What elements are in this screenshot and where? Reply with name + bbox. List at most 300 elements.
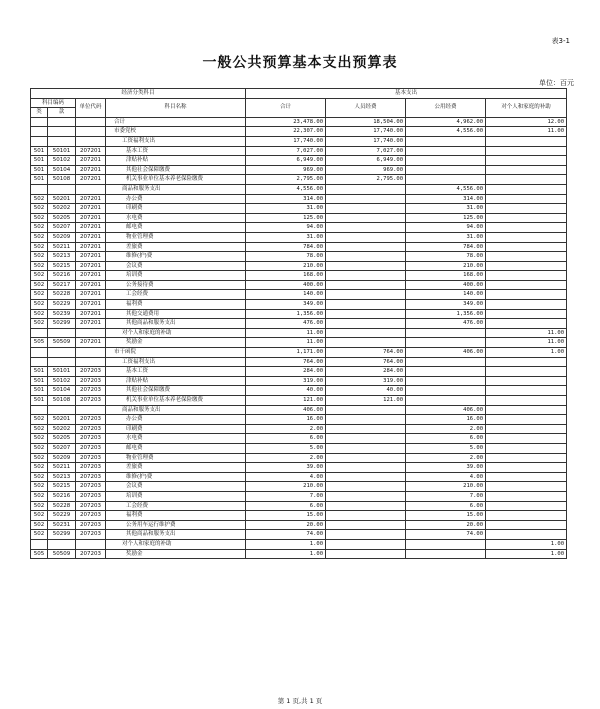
cell-subsidy: [486, 443, 567, 453]
cell-total: 6,949.00: [246, 156, 326, 166]
cell-subsidy: [486, 415, 567, 425]
table-row: [31, 348, 567, 358]
cell-unit-code: 207203: [76, 396, 106, 406]
cell-kuan: 50215: [48, 482, 76, 492]
cell-unit-code: 207203: [76, 386, 106, 396]
cell-total: 400.00: [246, 280, 326, 290]
cell-unit-code: [76, 127, 106, 137]
cell-total: 6.00: [246, 501, 326, 511]
cell-unit-code: [76, 136, 106, 146]
cell-unit-code: 207203: [76, 443, 106, 453]
table-row: [31, 319, 567, 329]
cell-subsidy: [486, 386, 567, 396]
cell-unit-code: [76, 348, 106, 358]
cell-total: 11.00: [246, 328, 326, 338]
cell-subsidy: 1.00: [486, 539, 567, 549]
cell-lei: [31, 357, 48, 367]
cell-personnel: 319.00: [326, 376, 406, 386]
cell-personnel: [326, 472, 406, 482]
cell-personnel: 17,740.00: [326, 127, 406, 137]
cell-personnel: [326, 491, 406, 501]
cell-lei: 502: [31, 300, 48, 310]
cell-kuan: 50108: [48, 396, 76, 406]
cell-personnel: [326, 501, 406, 511]
table-row: [31, 530, 567, 540]
cell-unit-code: 207203: [76, 434, 106, 444]
cell-total: 319.00: [246, 376, 326, 386]
cell-kuan: 50205: [48, 434, 76, 444]
cell-lei: 502: [31, 261, 48, 271]
cell-unit-code: 207203: [76, 376, 106, 386]
cell-kuan: 50207: [48, 443, 76, 453]
cell-personnel: 121.00: [326, 396, 406, 406]
cell-lei: [31, 328, 48, 338]
table-row: [31, 434, 567, 444]
cell-unit-code: 207203: [76, 511, 106, 521]
cell-lei: [31, 348, 48, 358]
cell-total: 121.00: [246, 396, 326, 406]
cell-personnel: 40.00: [326, 386, 406, 396]
cell-total: 349.00: [246, 300, 326, 310]
cell-lei: 502: [31, 453, 48, 463]
cell-public: 314.00: [406, 194, 486, 204]
cell-subsidy: [486, 501, 567, 511]
cell-subject-name: 其他商品和服务支出: [106, 530, 246, 540]
page-footer: 第 1 页,共 1 页: [277, 697, 323, 705]
cell-total: 16.00: [246, 415, 326, 425]
cell-unit-code: 207201: [76, 261, 106, 271]
cell-lei: [31, 405, 48, 415]
cell-lei: [31, 184, 48, 194]
cell-kuan: 50228: [48, 290, 76, 300]
cell-kuan: 50213: [48, 252, 76, 262]
cell-total: 140.00: [246, 290, 326, 300]
cell-public: 4,556.00: [406, 184, 486, 194]
cell-total: 7.00: [246, 491, 326, 501]
cell-lei: 501: [31, 386, 48, 396]
cell-total: 476.00: [246, 319, 326, 329]
cell-personnel: [326, 280, 406, 290]
cell-public: 784.00: [406, 242, 486, 252]
cell-subsidy: [486, 396, 567, 406]
cell-subsidy: [486, 491, 567, 501]
cell-subject-name: 办公费: [106, 194, 246, 204]
cell-total: 78.00: [246, 252, 326, 262]
cell-subject-name: 机关事业单位基本养老保险缴费: [106, 396, 246, 406]
cell-lei: [31, 127, 48, 137]
cell-subject-name: 会议费: [106, 261, 246, 271]
cell-kuan: 50101: [48, 367, 76, 377]
cell-subsidy: [486, 530, 567, 540]
cell-subject-name: 商品和服务支出: [106, 405, 246, 415]
cell-subsidy: [486, 165, 567, 175]
cell-personnel: [326, 232, 406, 242]
cell-public: 210.00: [406, 482, 486, 492]
cell-unit-code: [76, 328, 106, 338]
cell-subject-name: 机关事业单位基本养老保险缴费: [106, 175, 246, 185]
cell-kuan: 50201: [48, 415, 76, 425]
cell-subject-name: 其他社会保障缴费: [106, 386, 246, 396]
cell-total: 284.00: [246, 367, 326, 377]
cell-personnel: [326, 520, 406, 530]
cell-subject-name: 物业管理费: [106, 453, 246, 463]
cell-subject-name: 物业管理费: [106, 232, 246, 242]
cell-kuan: 50209: [48, 232, 76, 242]
cell-total: 1,171.00: [246, 348, 326, 358]
cell-subsidy: 11.00: [486, 328, 567, 338]
cell-lei: 501: [31, 165, 48, 175]
header-subsidy: 对个人和家庭的补助: [486, 98, 567, 117]
cell-personnel: [326, 300, 406, 310]
table-row: [31, 520, 567, 530]
cell-public: 140.00: [406, 290, 486, 300]
cell-total: 2.00: [246, 424, 326, 434]
cell-lei: 502: [31, 520, 48, 530]
table-row: [31, 491, 567, 501]
cell-subject-name: 福利费: [106, 300, 246, 310]
cell-subject-name: 邮电费: [106, 223, 246, 233]
cell-lei: 502: [31, 501, 48, 511]
cell-public: 16.00: [406, 415, 486, 425]
cell-unit-code: 207203: [76, 424, 106, 434]
table-row: [31, 424, 567, 434]
cell-subject-name: 奖励金: [106, 549, 246, 559]
cell-personnel: [326, 290, 406, 300]
cell-subject-name: 差旅费: [106, 463, 246, 473]
cell-kuan: 50102: [48, 376, 76, 386]
table-row: [31, 396, 567, 406]
cell-subsidy: [486, 194, 567, 204]
cell-unit-code: 207203: [76, 472, 106, 482]
page-title: 一般公共预算基本支出预算表: [202, 55, 398, 71]
cell-public: 406.00: [406, 405, 486, 415]
table-row: [31, 501, 567, 511]
cell-subject-name: 其他社会保障缴费: [106, 165, 246, 175]
cell-total: 40.00: [246, 386, 326, 396]
cell-subsidy: [486, 309, 567, 319]
cell-kuan: 50211: [48, 463, 76, 473]
cell-personnel: [326, 443, 406, 453]
cell-lei: 502: [31, 232, 48, 242]
table-row: [31, 223, 567, 233]
table-row: [31, 511, 567, 521]
cell-total: 20.00: [246, 520, 326, 530]
cell-unit-code: 207203: [76, 530, 106, 540]
cell-kuan: 50509: [48, 549, 76, 559]
cell-lei: 502: [31, 319, 48, 329]
cell-subsidy: [486, 376, 567, 386]
cell-public: 210.00: [406, 261, 486, 271]
cell-total: 31.00: [246, 232, 326, 242]
table-row: [31, 165, 567, 175]
cell-subject-name: 基本工资: [106, 146, 246, 156]
cell-personnel: [326, 424, 406, 434]
cell-unit-code: 207201: [76, 290, 106, 300]
cell-total: 6.00: [246, 434, 326, 444]
cell-subject-name: 奖励金: [106, 338, 246, 348]
cell-lei: 501: [31, 396, 48, 406]
cell-personnel: [326, 530, 406, 540]
cell-kuan: 50231: [48, 520, 76, 530]
cell-unit-code: 207201: [76, 252, 106, 262]
cell-lei: 502: [31, 271, 48, 281]
cell-total: 22,307.00: [246, 127, 326, 137]
cell-unit-code: 207201: [76, 156, 106, 166]
cell-unit-code: 207201: [76, 194, 106, 204]
cell-subject-name: 合计: [106, 117, 246, 127]
cell-public: 4,962.00: [406, 117, 486, 127]
cell-unit-code: 207203: [76, 501, 106, 511]
cell-kuan: 50201: [48, 194, 76, 204]
cell-unit-code: 207201: [76, 232, 106, 242]
cell-subject-name: 水电费: [106, 213, 246, 223]
cell-lei: 502: [31, 223, 48, 233]
cell-public: 1,356.00: [406, 309, 486, 319]
cell-total: 94.00: [246, 223, 326, 233]
cell-personnel: [326, 184, 406, 194]
cell-subject-name: 市干函院: [106, 348, 246, 358]
cell-unit-code: 207203: [76, 415, 106, 425]
cell-subsidy: [486, 184, 567, 194]
header-personnel: 人员经费: [326, 98, 406, 117]
cell-kuan: 50205: [48, 213, 76, 223]
table-row: [31, 472, 567, 482]
cell-total: 210.00: [246, 261, 326, 271]
cell-total: 11.00: [246, 338, 326, 348]
cell-subject-name: 印刷费: [106, 424, 246, 434]
cell-public: 20.00: [406, 520, 486, 530]
cell-public: [406, 175, 486, 185]
cell-public: 406.00: [406, 348, 486, 358]
table-row: [31, 290, 567, 300]
cell-kuan: 50108: [48, 175, 76, 185]
table-row: [31, 549, 567, 559]
cell-kuan: 50213: [48, 472, 76, 482]
header-kuan: 款: [48, 108, 76, 118]
cell-subject-name: 培训费: [106, 491, 246, 501]
cell-personnel: [326, 223, 406, 233]
cell-public: 7.00: [406, 491, 486, 501]
table-row: [31, 386, 567, 396]
cell-kuan: [48, 136, 76, 146]
cell-public: [406, 328, 486, 338]
cell-lei: 502: [31, 472, 48, 482]
cell-total: 125.00: [246, 213, 326, 223]
cell-personnel: [326, 453, 406, 463]
cell-lei: 502: [31, 309, 48, 319]
cell-unit-code: [76, 184, 106, 194]
cell-subject-name: 工资福利支出: [106, 357, 246, 367]
table-row: [31, 357, 567, 367]
table-row: [31, 127, 567, 137]
cell-total: 23,478.00: [246, 117, 326, 127]
table-row: [31, 309, 567, 319]
cell-subsidy: [486, 367, 567, 377]
cell-subject-name: 工会经费: [106, 290, 246, 300]
cell-subject-name: 市委党校: [106, 127, 246, 137]
cell-subsidy: [486, 319, 567, 329]
cell-personnel: [326, 463, 406, 473]
cell-personnel: [326, 309, 406, 319]
cell-kuan: 50215: [48, 261, 76, 271]
cell-subject-name: 会议费: [106, 482, 246, 492]
cell-subject-name: 其他商品和服务支出: [106, 319, 246, 329]
cell-personnel: 764.00: [326, 357, 406, 367]
header-subject-name: 科目名称: [106, 98, 246, 117]
cell-total: 39.00: [246, 463, 326, 473]
cell-kuan: [48, 405, 76, 415]
cell-total: 7,027.00: [246, 146, 326, 156]
cell-unit-code: 207201: [76, 300, 106, 310]
cell-total: 15.00: [246, 511, 326, 521]
cell-subsidy: 1.00: [486, 549, 567, 559]
cell-kuan: 50229: [48, 300, 76, 310]
cell-public: 125.00: [406, 213, 486, 223]
header-unit-code: 单位代码: [76, 98, 106, 117]
cell-kuan: [48, 117, 76, 127]
table-row: [31, 252, 567, 262]
cell-total: 969.00: [246, 165, 326, 175]
cell-personnel: 969.00: [326, 165, 406, 175]
cell-unit-code: 207201: [76, 242, 106, 252]
cell-personnel: [326, 415, 406, 425]
cell-total: 5.00: [246, 443, 326, 453]
cell-personnel: [326, 252, 406, 262]
cell-personnel: [326, 482, 406, 492]
cell-subsidy: [486, 146, 567, 156]
table-row: [31, 300, 567, 310]
cell-subsidy: [486, 156, 567, 166]
cell-subject-name: 邮电费: [106, 443, 246, 453]
table-row: [31, 280, 567, 290]
cell-unit-code: [76, 117, 106, 127]
cell-kuan: [48, 127, 76, 137]
cell-lei: 502: [31, 204, 48, 214]
cell-public: [406, 539, 486, 549]
cell-kuan: 50216: [48, 271, 76, 281]
cell-lei: 502: [31, 482, 48, 492]
table-row: [31, 117, 567, 127]
table-row: [31, 367, 567, 377]
cell-unit-code: 207203: [76, 549, 106, 559]
cell-kuan: 50509: [48, 338, 76, 348]
cell-subject-name: 培训费: [106, 271, 246, 281]
cell-lei: 502: [31, 194, 48, 204]
cell-public: [406, 376, 486, 386]
cell-lei: 502: [31, 463, 48, 473]
cell-subject-name: 公务接待费: [106, 280, 246, 290]
cell-unit-code: 207201: [76, 280, 106, 290]
cell-lei: 502: [31, 434, 48, 444]
cell-subject-name: 差旅费: [106, 242, 246, 252]
cell-public: [406, 156, 486, 166]
cell-subsidy: [486, 136, 567, 146]
cell-subject-name: 维修(护)费: [106, 252, 246, 262]
table-row: [31, 338, 567, 348]
cell-lei: 501: [31, 146, 48, 156]
table-row: [31, 204, 567, 214]
cell-kuan: 50228: [48, 501, 76, 511]
cell-public: 6.00: [406, 434, 486, 444]
cell-lei: 501: [31, 367, 48, 377]
cell-subsidy: [486, 204, 567, 214]
cell-public: 168.00: [406, 271, 486, 281]
table-row: [31, 146, 567, 156]
cell-public: 349.00: [406, 300, 486, 310]
cell-subsidy: [486, 482, 567, 492]
cell-total: 2,795.00: [246, 175, 326, 185]
cell-total: 1.00: [246, 549, 326, 559]
cell-total: 2.00: [246, 453, 326, 463]
cell-public: 31.00: [406, 232, 486, 242]
cell-public: 2.00: [406, 453, 486, 463]
table-row: [31, 415, 567, 425]
cell-personnel: 7,027.00: [326, 146, 406, 156]
cell-personnel: [326, 261, 406, 271]
table-row: [31, 453, 567, 463]
cell-kuan: [48, 357, 76, 367]
cell-subsidy: [486, 357, 567, 367]
cell-total: 4,556.00: [246, 184, 326, 194]
table-code: 表3-1: [551, 37, 570, 45]
cell-kuan: 50216: [48, 491, 76, 501]
cell-subsidy: 11.00: [486, 127, 567, 137]
cell-lei: 502: [31, 530, 48, 540]
cell-total: 1,356.00: [246, 309, 326, 319]
cell-subsidy: 12.00: [486, 117, 567, 127]
cell-subsidy: [486, 520, 567, 530]
cell-public: 476.00: [406, 319, 486, 329]
cell-total: 764.00: [246, 357, 326, 367]
budget-table: [30, 88, 567, 559]
cell-subsidy: [486, 252, 567, 262]
cell-unit-code: 207201: [76, 175, 106, 185]
cell-kuan: 50104: [48, 386, 76, 396]
cell-personnel: 764.00: [326, 348, 406, 358]
cell-total: 314.00: [246, 194, 326, 204]
header-econ-class: 经济分类科目: [31, 89, 246, 99]
cell-unit-code: 207201: [76, 309, 106, 319]
cell-total: 168.00: [246, 271, 326, 281]
cell-subsidy: [486, 463, 567, 473]
cell-total: 406.00: [246, 405, 326, 415]
cell-total: 31.00: [246, 204, 326, 214]
cell-subsidy: [486, 280, 567, 290]
cell-lei: [31, 136, 48, 146]
cell-unit-code: [76, 405, 106, 415]
cell-public: 4.00: [406, 472, 486, 482]
cell-unit-code: 207203: [76, 367, 106, 377]
cell-personnel: 284.00: [326, 367, 406, 377]
table-row: [31, 443, 567, 453]
cell-subsidy: [486, 271, 567, 281]
cell-public: [406, 549, 486, 559]
cell-public: 31.00: [406, 204, 486, 214]
cell-subject-name: 其他交通费用: [106, 309, 246, 319]
cell-subject-name: 公务用车运行维护费: [106, 520, 246, 530]
table-row: [31, 271, 567, 281]
table-row: [31, 232, 567, 242]
cell-total: 17,740.00: [246, 136, 326, 146]
cell-subject-name: 对个人和家庭的补助: [106, 539, 246, 549]
cell-public: 400.00: [406, 280, 486, 290]
cell-public: 6.00: [406, 501, 486, 511]
cell-personnel: [326, 549, 406, 559]
cell-personnel: [326, 405, 406, 415]
cell-lei: 505: [31, 338, 48, 348]
cell-subsidy: [486, 290, 567, 300]
cell-unit-code: [76, 357, 106, 367]
